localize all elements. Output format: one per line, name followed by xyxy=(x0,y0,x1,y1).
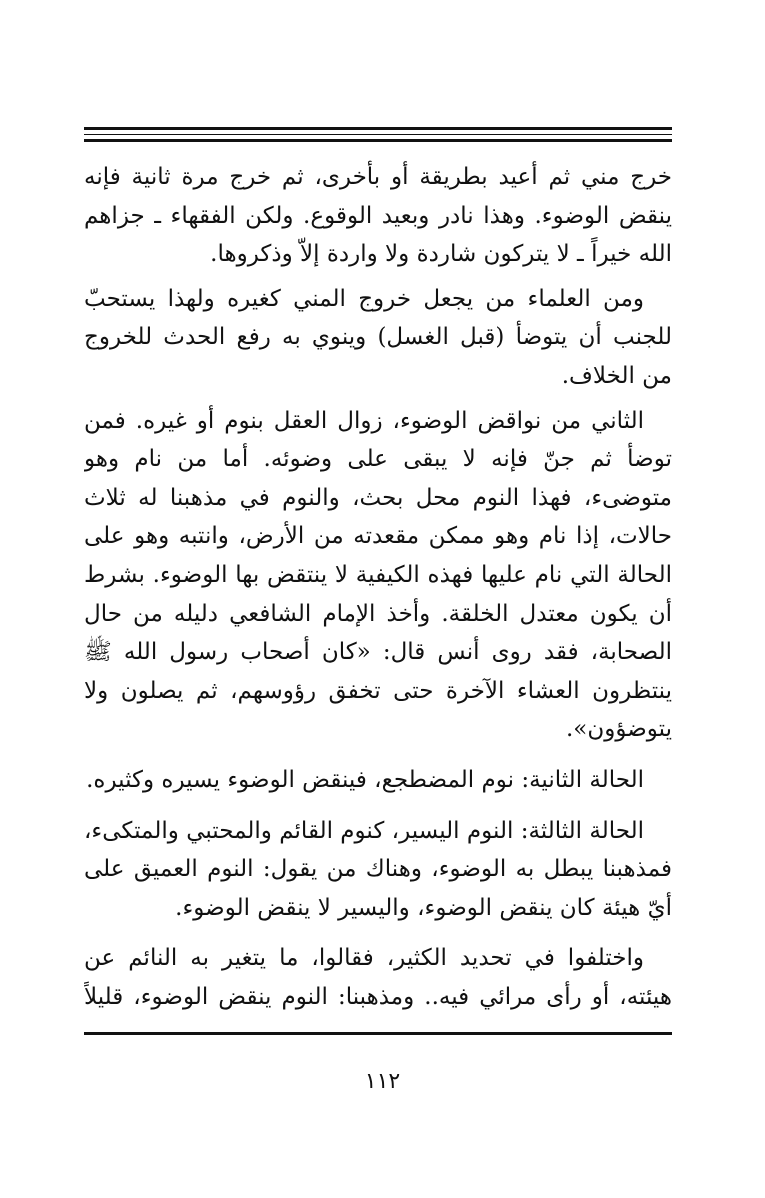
header-rule-thick-top xyxy=(84,127,672,130)
header-rule-thin xyxy=(84,134,672,135)
footer-rule xyxy=(84,1032,672,1035)
paragraph-defining-much: واختلفوا في تحديد الكثير، فقالوا، ما يتغير به النائم عن هيئته، أو رأى مرائي فيه.. ومذهبنا: النوم ينقض الوضوء، قليلاً xyxy=(84,945,672,1010)
page-body xyxy=(84,158,672,1010)
header-rule-thick-bottom xyxy=(84,139,672,142)
paragraph-second-state: الحالة الثانية: نوم المضطجع، فينقض الوضوء يسيره وكثيره. xyxy=(86,766,644,793)
paragraph-third-state: الحالة الثالثة: النوم اليسير، كنوم القائم والمحتبي والمتكىء، فمذهبنا يبطل به الوضوء، وهناك من يقول: النوم العميق على أيّ هيئة كان ينقض الوضوء، واليسير لا ينقض الوضوء. xyxy=(84,817,672,921)
paragraph-continued: خرج مني ثم أعيد بطريقة أو بأخرى، ثم خرج مرة ثانية فإنه ينقض الوضوء. وهذا نادر وبعيد الوقوع. ولكن الفقهاء ـ جزاهم الله خيراً ـ لا يتركون شاردة ولا واردة إلاّ وذكروها. xyxy=(84,164,672,268)
paragraph-semen-opinion: ومن العلماء من يجعل خروج المني كغيره ولهذا يستحبّ للجنب أن يتوضأ (قبل الغسل) وينوي به رفع الحدث للخروج من الخلاف. xyxy=(84,285,672,389)
paragraph-second-nullifier: الثاني من نواقض الوضوء، زوال العقل بنوم أو غيره. فمن توضأ ثم جنّ فإنه لا يبقى على وضوئه. أما من نام وهو متوضىء، فهذا النوم محل بحث، والنوم في مذهبنا له ثلاث حالات، إذا نام وهو ممكن مقعدته من الأرض، وانتبه وهو على الحالة التي نام عليها فهذه الكيفية لا ينتقض بها الوضوء. بشرط أن يكون معتدل الخلقة. وأخذ الإمام الشافعي دليله من حال الصحابة، فقد روى أنس قال: «كان أصحاب رسول الله ﷺ ينتظرون العشاء الآخرة حتى تخفق رؤوسهم، ثم يصلون ولا يتوضؤون». xyxy=(84,407,672,743)
page-number: ١١٢ xyxy=(364,1069,401,1094)
